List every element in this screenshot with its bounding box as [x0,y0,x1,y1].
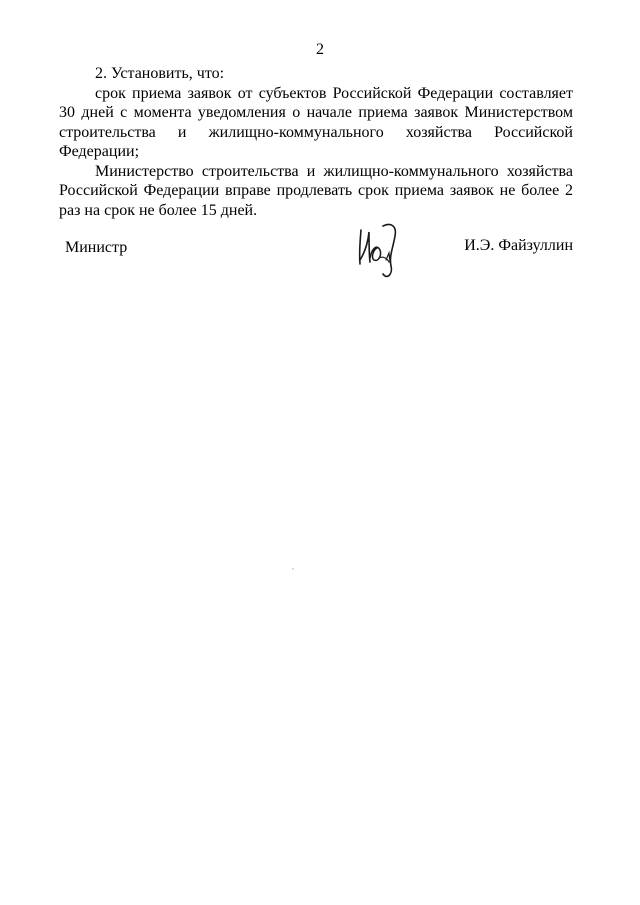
signatory-title: Министр [65,239,128,256]
scan-artifact [292,568,294,570]
paragraph-clause-heading: 2. Установить, что: [95,65,225,82]
signatory-name: И.Э. Файзуллин [464,237,573,254]
signature-block [59,220,573,290]
page-number: 2 [316,41,324,58]
paragraph-extension-rule: Министерство строительства и жилищно-коммунального хозяйства Российской Федерации вправе продлевать срок приема заявок не более 2 раз на срок не более 15 дней. [59,162,573,219]
document-body [59,64,573,220]
paragraph-application-period: срок приема заявок от субъектов Российской Федерации составляет 30 дней с момента уведомления о начале приема заявок Министерством строительства и жилищно-коммунального хозяйства Российской Федерации; [59,84,573,160]
handwritten-signature [353,220,405,280]
